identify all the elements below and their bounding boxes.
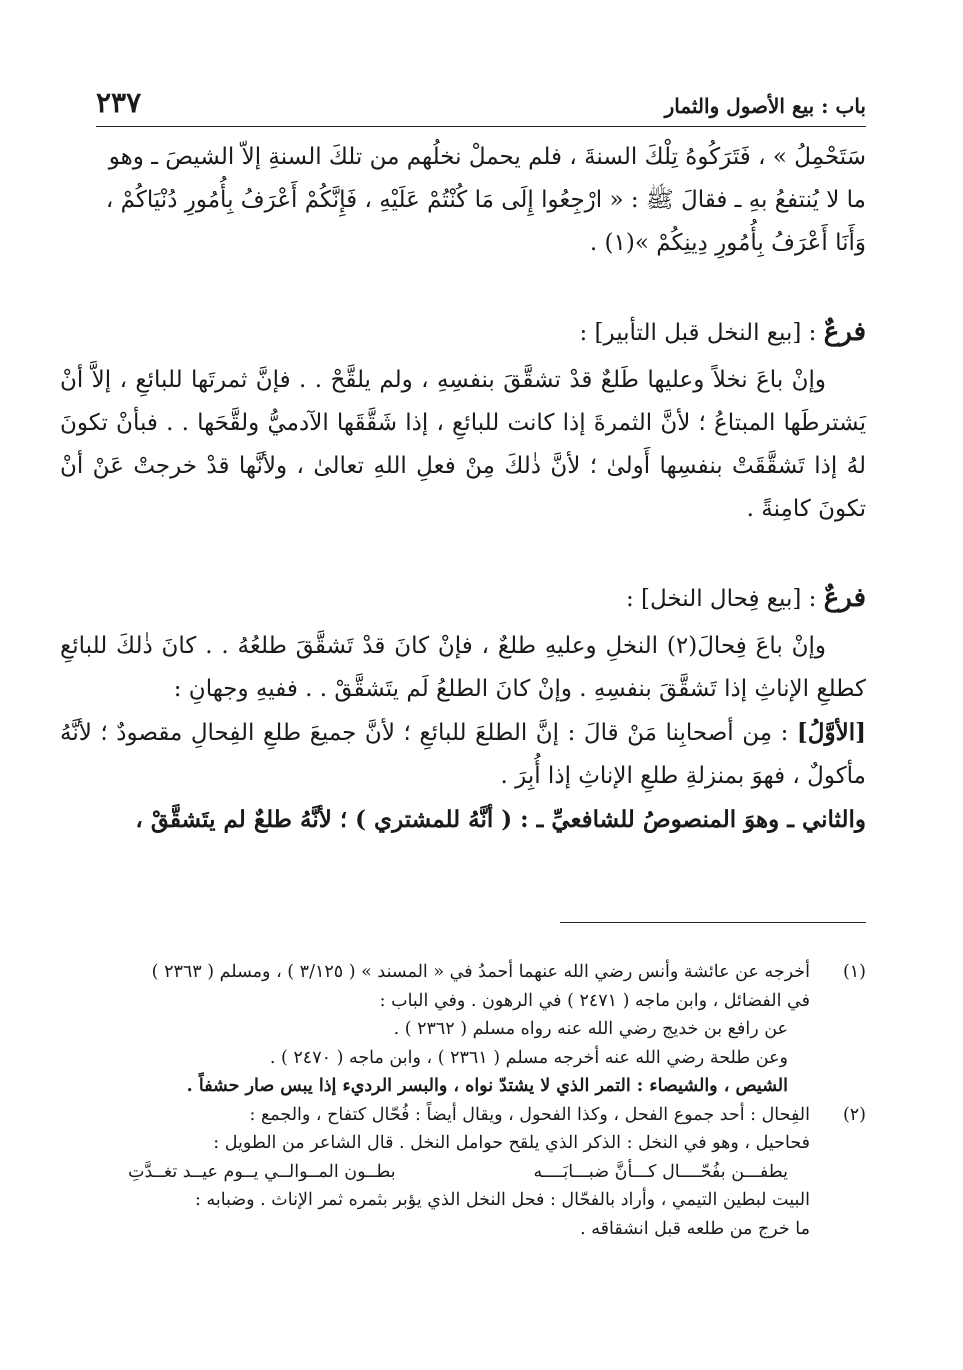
- second-opinion: والثاني ـ وهوَ المنصوصُ للشافعيِّ ـ : ( أنَّهُ للمشتري ) ؛ لأنَّهُ طلعٌ لم يتَشقَّقْ ،: [135, 806, 866, 833]
- first-opinion: [60, 711, 866, 798]
- poem-verse: [88, 1158, 810, 1187]
- footnote-number: (٢): [842, 1104, 866, 1125]
- footnote-1: [88, 958, 866, 1101]
- footnote-line: عن رافع بن خديج رضي الله عنه رواه مسلم ( ٢٣٦٢ ) .: [393, 1019, 788, 1039]
- intro-line: وَأَنَا أَعْرَفُ بِأُمُورِ دِينِكُمْ »(١) .: [589, 230, 866, 256]
- footnote-line: الفِحال : أحد جموع الفحل ، وكذا الفحول ، ويقال أيضاً : فُحّال كتفاح ، والجمع :: [249, 1104, 810, 1125]
- footnote-line: البيت لبطين التيمي ، وأراد بالفحّال : فحل النخل الذي يؤبر بثمره ثمر الإناث . وضبابه :: [194, 1190, 810, 1210]
- footnote-number: (١): [842, 962, 866, 982]
- footnotes: [88, 958, 866, 1243]
- intro-line: ما لا يُنتفعُ بهِ ـ فقالَ ﷺ : « ارْجِعُوا إِلَى مَا كُنْتُمْ عَلَيْهِ ، فَإِنَّكُمْ أَعْرَفُ بِأُمُورِ دُنْيَاكُمْ ،: [105, 187, 866, 213]
- verse-second-hemistich: بطــون المــوالــي يــوم عيــد تغــدَّتِ: [128, 1161, 396, 1182]
- section-label: فرعٌ: [823, 317, 866, 347]
- footnote-line: فحاحيل ، وهو في النخل : الذكر الذي يلقح حوامل النخل . قال الشاعر من الطويل :: [213, 1133, 810, 1153]
- section-title: : [بيع فِحال النخل] :: [625, 586, 817, 612]
- section-paragraph: وإنْ باعَ فِحالَ(٢) النخلِ وعليهِ طلعٌ ، فإنْ كانَ قدْ تَشقَّقَ طلعُهُ . . كانَ ذٰلكَ للبائعِ كطلعِ الإناثِ إذا تَشقَّقَ بنفسِهِ . وإنْ كانَ الطلعُ لَم يتَشقَّقْ . . ففيهِ وجهانِ :: [60, 633, 866, 702]
- first-opinion-text: : مِن أصحابِنا مَنْ قالَ : إنَّ الطلعَ للبائعِ ؛ لأنَّ جميعَ طلعِ الفِحالِ مقصودٌ ؛ لأنَّهُ مأكولٌ ، فهوَ بمنزلةِ طلعِ الإناثِ إذا أُبِرَ .: [60, 720, 866, 789]
- footnote-2: [88, 1101, 866, 1244]
- footnote-line: وعن طلحة رضي الله عنه أخرجه مسلم ( ٢٣٦١ ) ، وابن ماجه ( ٢٤٧٠ ) .: [269, 1047, 788, 1068]
- main-text: [60, 136, 866, 841]
- page-number: ٢٣٧: [96, 86, 142, 119]
- footnote-separator: [560, 922, 866, 923]
- footnote-line: الشيص ، والشيصاء : التمر الذي لا يشتدّ نواه ، والبسر الرديء إذا يبس صار حشفاً .: [186, 1076, 788, 1096]
- section-paragraph: وإنْ باعَ نخلاً وعليها طَلعٌ قدْ تشقَّقَ بنفسِهِ ، ولم يلقَّحْ . . فإنَّ ثمرتَها للبائعِ ، إلاَّ أنْ يَشترطَها المبتاعُ ؛ لأنَّ الثمرةَ إذا كانت للبائعِ ، إذا شَقَّقَها الآدميُّ ولقَّحَها . . فبأنْ تكونَ لهُ إذا تَشقَّقَتْ بنفسِها أَولىٰ ؛ لأنَّ ذٰلكَ مِنْ فعلِ اللهِ تعالىٰ ، ولأنَّها قدْ خرجتْ عَنْ أنْ تكونَ كامِنةً .: [60, 367, 866, 522]
- section-label: فرعٌ: [823, 583, 866, 613]
- section-heading: [60, 577, 866, 621]
- footnote-line: في الفضائل ، وابن ماجه ( ٢٤٧١ ) في الرهون . وفي الباب :: [379, 990, 810, 1011]
- section-heading: [60, 311, 866, 355]
- chapter-title: باب : بيع الأصول والثمار: [664, 94, 866, 118]
- first-opinion-label: [الأوَّلُ]: [796, 719, 867, 746]
- verse-first-hemistich: يطفـــن بفُحّــــال كـــأنَّ ضبـــابَــــه: [533, 1161, 788, 1182]
- section-title: : [بيع النخل قبل التأبير] :: [579, 320, 817, 346]
- page-header: [96, 86, 866, 127]
- intro-line: سَتَحْمِلُ » ، فَتَرَكُوهُ تِلْكَ السنةَ ، فلم يحملْ نخلُهم من تلكَ السنةِ إلاّ الشيصَ ـ وهو: [108, 144, 866, 170]
- footnote-line: أخرجه عن عائشة وأنس رضي الله عنهما أحمدُ في « المسند » ( ٣/١٢٥ ) ، ومسلم ( ٢٣٦٣ ): [151, 962, 810, 982]
- footnote-line: ما خرج من طلعه قبل انشقاقه .: [580, 1218, 810, 1239]
